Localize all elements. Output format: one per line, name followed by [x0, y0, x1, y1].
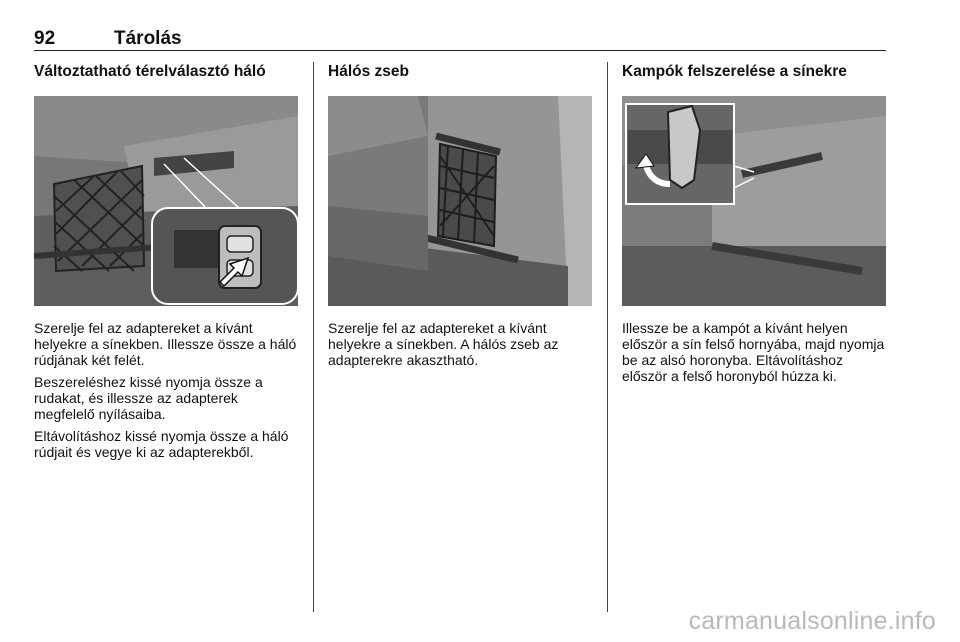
page-header	[34, 26, 886, 51]
section-hooks-on-rails	[622, 62, 888, 384]
column-divider	[607, 62, 608, 612]
column-divider	[313, 62, 314, 612]
section-title: Kampók felszerelése a sínekre	[622, 63, 847, 80]
illustration-net-pocket	[328, 96, 592, 306]
paragraph: Szerelje fel az adaptereket a kívánt helyekre a sínekben. A hálós zseb az adapterekre akasztható.	[328, 320, 559, 368]
section-net-pocket	[328, 62, 594, 368]
illustration-partition-net	[34, 96, 298, 306]
illustration-hooks	[622, 96, 886, 306]
section-partition-net	[34, 62, 300, 460]
section-title: Hálós zseb	[328, 63, 409, 80]
paragraph: Illessze be a kampót a kívánt helyen először a sín felső hornyába, majd nyomja be az alsó horonyba. Eltávolításhoz először a felső horonyból húzza ki.	[622, 320, 885, 384]
paragraph: Szerelje fel az adaptereket a kívánt helyekre a sínekben. Illessze össze a háló rúdjának két felét.	[34, 320, 297, 368]
watermark: carmanualsonline.info	[688, 607, 936, 635]
section-title: Változtatható térelválasztó háló	[34, 63, 266, 80]
paragraph: Beszereléshez kissé nyomja össze a rudakat, és illessze az adapterek megfelelő nyílásaiba.	[34, 374, 263, 422]
paragraph: Eltávolításhoz kissé nyomja össze a háló rúdjait és vegye ki az adapterekből.	[34, 428, 289, 460]
chapter-title: Tárolás	[114, 28, 182, 49]
page-number: 92	[34, 28, 56, 49]
